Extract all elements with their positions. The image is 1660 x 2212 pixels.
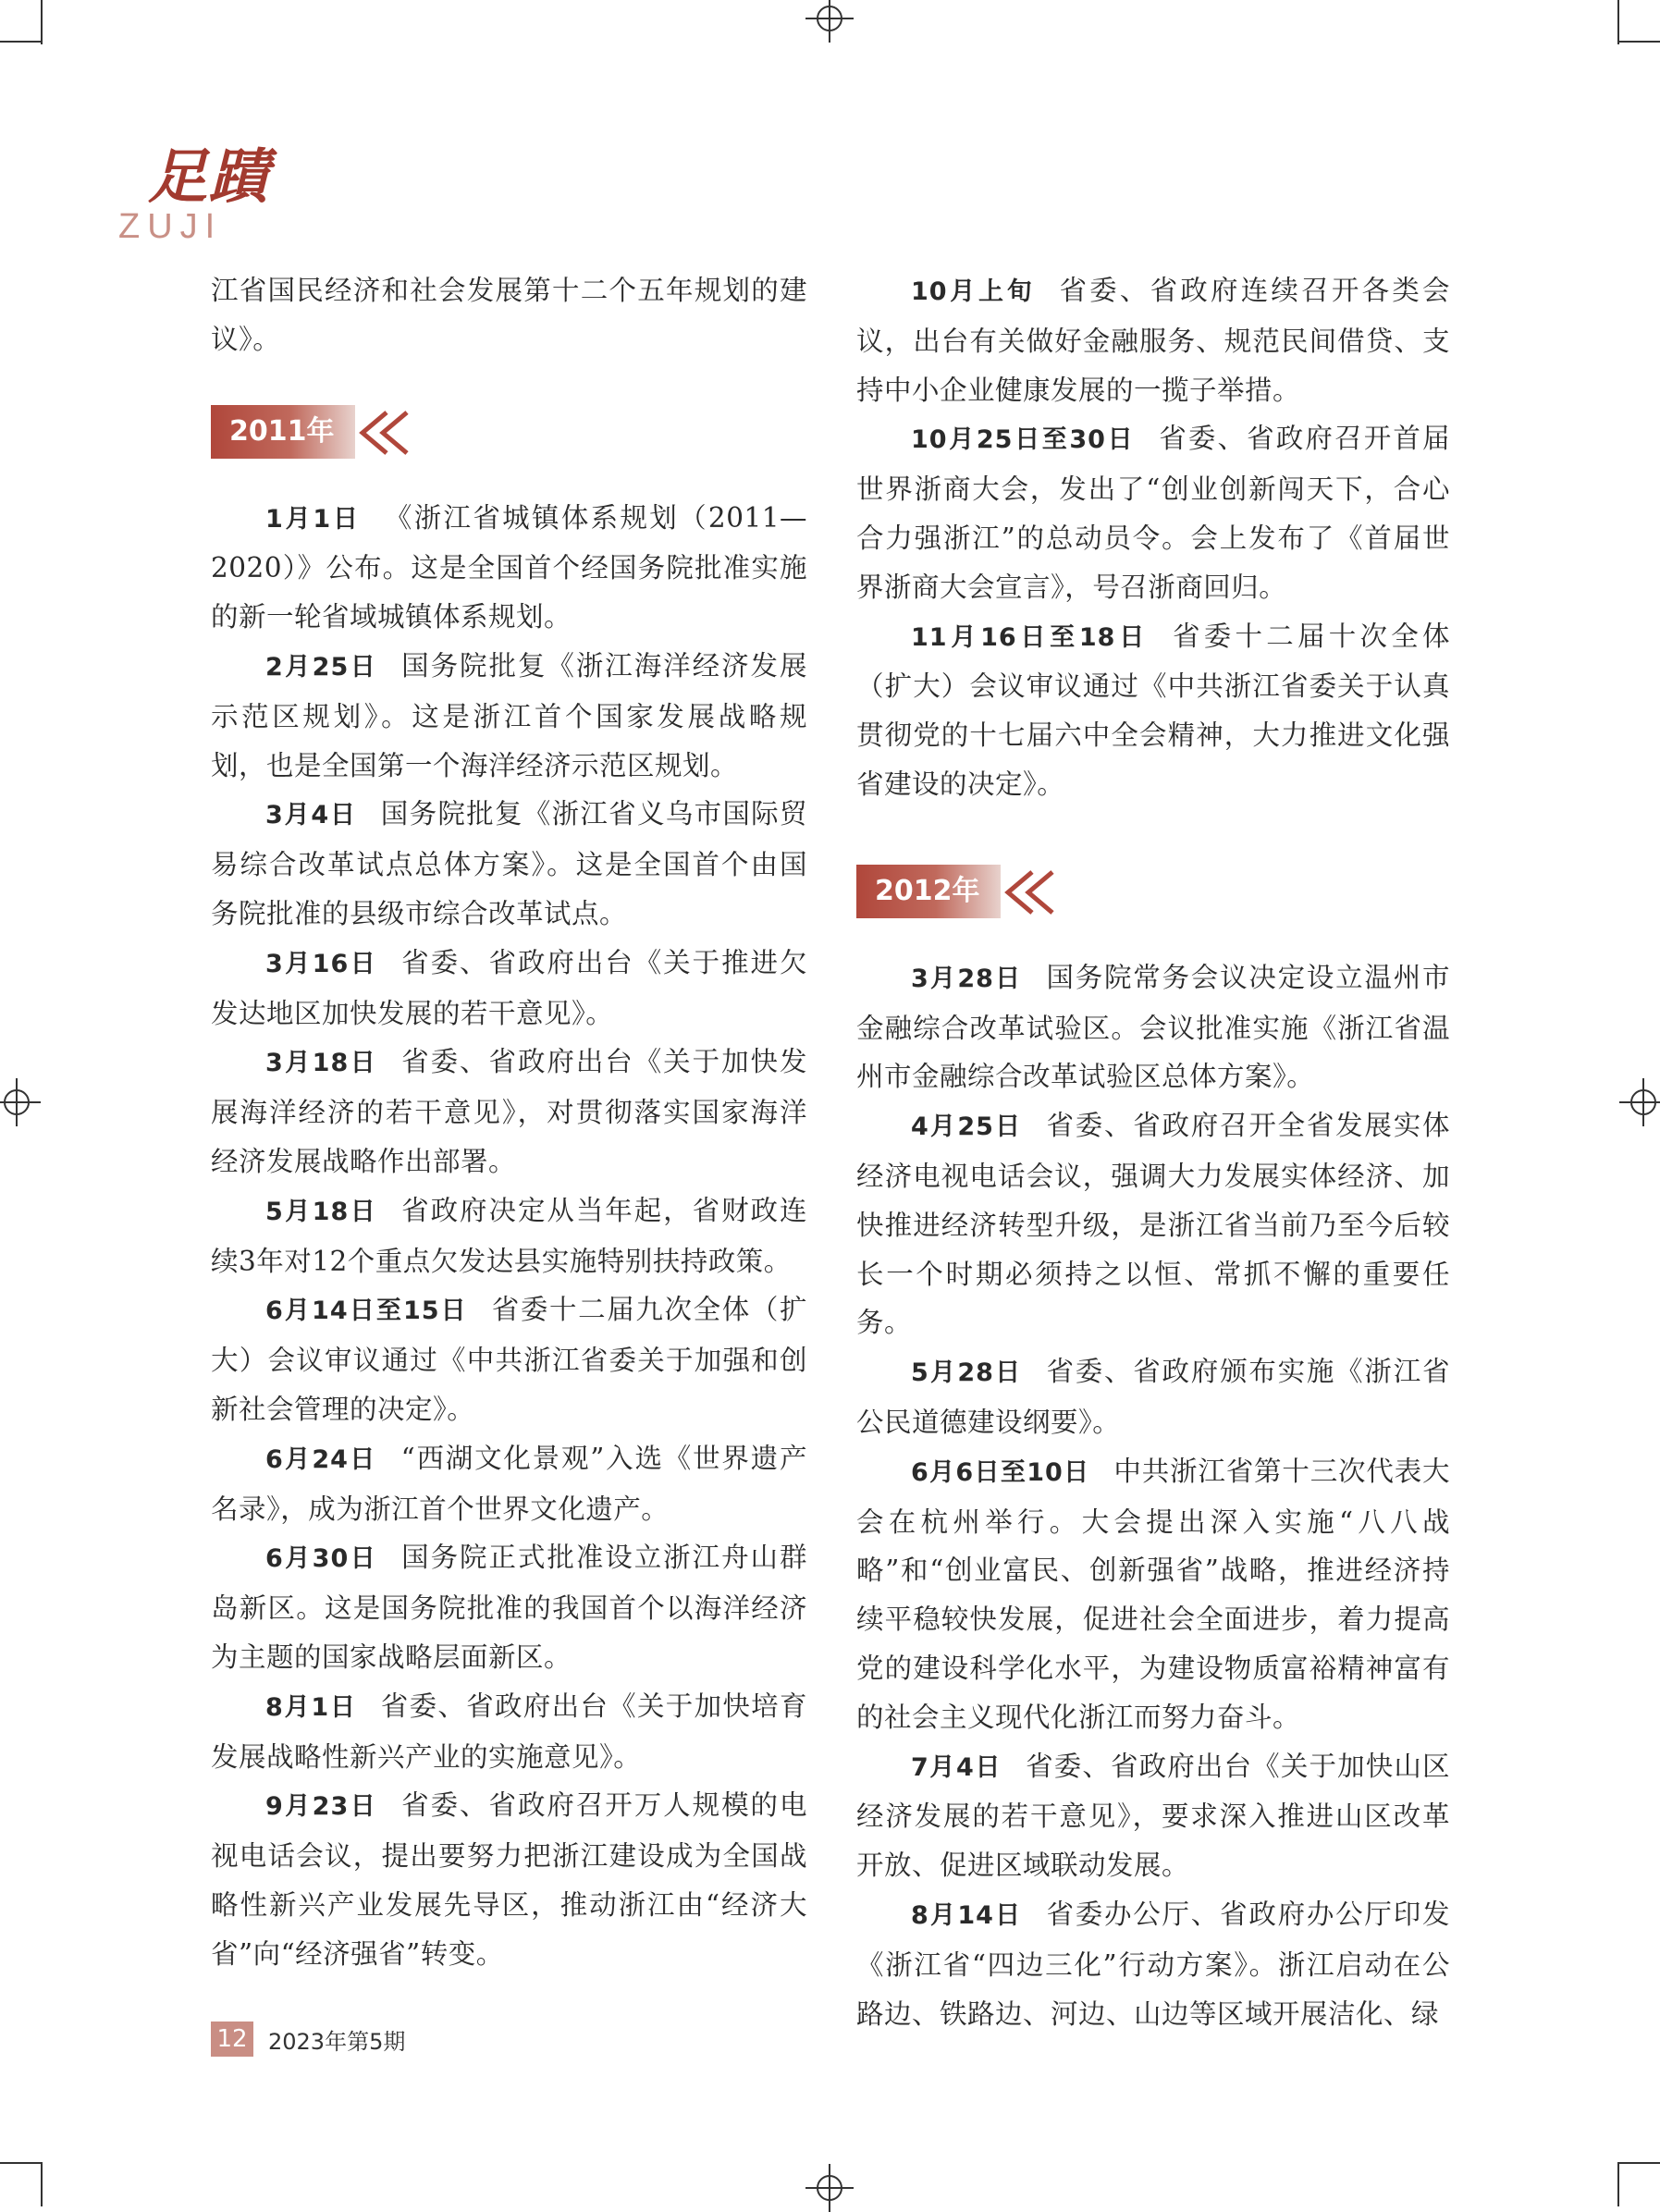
- section-logo: [113, 129, 298, 250]
- entry-text: 国务院正式批准设立浙江舟山群岛新区。这是国务院批准的我国首个以海洋经济为主题的国家战略层面新区。: [211, 1542, 807, 1673]
- entry-text: 国务院批复《浙江海洋经济发展示范区规划》。这是浙江首个国家发展战略规划，也是全国第一个海洋经济示范区规划。: [211, 649, 807, 781]
- timeline-entry: [856, 1890, 1450, 2038]
- entry-text: “西湖文化景观”入选《世界遗产名录》，成为浙江首个世界文化遗产。: [211, 1442, 807, 1525]
- timeline-entry: [211, 494, 807, 642]
- entry-date: 3月4日: [265, 801, 357, 830]
- timeline-entry: [856, 1347, 1450, 1447]
- crop-mark: [41, 0, 43, 44]
- entry-text: 省委、省政府出台《关于加快发展海洋经济的若干意见》，对贯彻落实国家海洋经济发展战略作出部署。: [211, 1046, 807, 1177]
- timeline-entry: [211, 1186, 807, 1286]
- year-badge: 2011年: [211, 405, 355, 459]
- timeline-entry: [211, 1285, 807, 1433]
- section-logo-en: ZUJI: [118, 207, 223, 246]
- entry-text: 省政府决定从当年起，省财政连续3年对12个重点欠发达县实施特别扶持政策。: [211, 1194, 807, 1277]
- timeline-entry: [211, 1781, 807, 1978]
- entry-date: 9月23日: [265, 1792, 378, 1822]
- timeline-entry: [856, 953, 1450, 1101]
- registration-mark-icon: [0, 1078, 41, 1126]
- timeline-entry: [856, 1101, 1450, 1347]
- timeline-entry: [211, 1682, 807, 1782]
- timeline-entry: [856, 612, 1450, 809]
- entry-text: 国务院常务会议决定设立温州市金融综合改革试验区。会议批准实施《浙江省温州市金融综合改革试验区总体方案》。: [856, 961, 1450, 1093]
- left-column: [211, 266, 807, 1979]
- double-chevron-icon: [995, 868, 1065, 916]
- year-heading-2011: [211, 405, 807, 461]
- crop-mark: [0, 2162, 43, 2164]
- timeline-entry: [856, 266, 1450, 414]
- right-column: [856, 266, 1450, 2038]
- entry-text: 省委十二届十次全体（扩大）会议审议通过《中共浙江省委关于认真贯彻党的十七届六中全会精神，大力推进文化强省建设的决定》。: [856, 620, 1450, 800]
- entry-date: 6月30日: [265, 1544, 378, 1574]
- entry-date: 8月1日: [265, 1692, 357, 1722]
- timeline-entry: [856, 1742, 1450, 1890]
- timeline-entry: [856, 414, 1450, 611]
- timeline-entries-2011-cont: [856, 266, 1450, 809]
- entry-date: 6月6日至10日: [911, 1457, 1090, 1487]
- year-heading-2012: [856, 865, 1450, 920]
- timeline-entry: [211, 1038, 807, 1186]
- continued-paragraph: 江省国民经济和社会发展第十二个五年规划的建议》。: [211, 275, 807, 355]
- entry-text: 省委办公厅、省政府办公厅印发《浙江省“四边三化”行动方案》。浙江启动在公路边、铁路边、河边、山边等区域开展洁化、绿: [856, 1898, 1450, 2030]
- entry-text: 省委、省政府出台《关于加快山区经济发展的若干意见》，要求深入推进山区改革开放、促进区域联动发展。: [856, 1750, 1450, 1882]
- entry-text: 省委、省政府出台《关于推进欠发达地区加快发展的若干意见》。: [211, 946, 807, 1029]
- entry-date: 1月1日: [265, 504, 361, 534]
- crop-mark: [1617, 2162, 1660, 2164]
- timeline-entry: [211, 790, 807, 938]
- entry-date: 10月25日至30日: [911, 425, 1136, 455]
- entry-date: 8月14日: [911, 1900, 1023, 1930]
- entry-date: 2月25日: [265, 652, 378, 682]
- timeline-entries-2012: [856, 953, 1450, 2039]
- registration-mark-icon: [805, 2164, 854, 2212]
- entry-date: 10月上旬: [911, 277, 1036, 306]
- timeline-entry: [211, 1533, 807, 1681]
- entry-text: 国务院批复《浙江省义乌市国际贸易综合改革试点总体方案》。这是全国首个由国务院批准的县级市综合改革试点。: [211, 798, 807, 929]
- entry-date: 5月18日: [265, 1197, 378, 1226]
- entry-text: 省委、省政府连续召开各类会议，出台有关做好金融服务、规范民间借贷、支持中小企业健康发展的一揽子举措。: [856, 275, 1450, 406]
- crop-mark: [1617, 0, 1619, 44]
- entry-text: 省委、省政府召开首届世界浙商大会，发出了“创业创新闯天下，合心合力强浙江”的总动员令。会上发布了《首届世界浙商大会宣言》，号召浙商回归。: [856, 423, 1450, 603]
- timeline-entries-2011: [211, 494, 807, 1979]
- entry-date: 3月28日: [911, 964, 1023, 993]
- crop-mark: [41, 2162, 43, 2206]
- entry-text: 省委、省政府召开全省发展实体经济电视电话会议，强调大力发展实体经济、加快推进经济转型升级，是浙江省当前乃至今后较长一个时期必须持之以恒、常抓不懈的重要任务。: [856, 1110, 1450, 1339]
- timeline-entry: [211, 642, 807, 790]
- registration-mark-icon: [805, 0, 854, 43]
- timeline-entry: [211, 939, 807, 1038]
- entry-date: 7月4日: [911, 1752, 1002, 1782]
- entry-date: 6月24日: [265, 1444, 377, 1474]
- registration-mark-icon: [1619, 1078, 1660, 1126]
- entry-text: 省委十二届九次全体（扩大）会议审议通过《中共浙江省委关于加强和创新社会管理的决定》。: [211, 1294, 807, 1425]
- crop-mark: [1617, 41, 1660, 43]
- section-logo-cn: 足蹟: [148, 142, 270, 212]
- entry-text: 《浙江省城镇体系规划（2011—2020）》公布。这是全国首个经国务院批准实施的新一轮省域城镇体系规划。: [211, 501, 808, 633]
- entry-date: 3月16日: [265, 949, 378, 978]
- entry-date: 6月14日至15日: [265, 1296, 468, 1326]
- entry-date: 4月25日: [911, 1112, 1023, 1142]
- entry-date: 5月28日: [911, 1358, 1023, 1388]
- entry-text: 省委、省政府召开万人规模的电视电话会议，提出要努力把浙江建设成为全国战略性新兴产业发展先导区，推动浙江由“经济大省”向“经济强省”转变。: [211, 1789, 807, 1970]
- entry-date: 11月16日至18日: [911, 622, 1149, 652]
- entry-text: 中共浙江省第十三次代表大会在杭州举行。大会提出深入实施“八八战略”和“创业富民、创新强省”战略，推进经济持续平稳较快发展，促进社会全面进步，着力提高党的建设科学化水平，为建设物质富裕精神富有的社会主义现代化浙江而努力奋斗。: [856, 1455, 1450, 1733]
- page-number: 12: [211, 2022, 253, 2057]
- crop-mark: [1617, 2162, 1619, 2206]
- timeline-entry: [856, 1447, 1450, 1742]
- entry-text: 省委、省政府颁布实施《浙江省公民道德建设纲要》。: [856, 1356, 1450, 1438]
- entry-text: 省委、省政府出台《关于加快培育发展战略性新兴产业的实施意见》。: [211, 1690, 807, 1773]
- timeline-entry: [211, 1434, 807, 1534]
- double-chevron-icon: [350, 409, 420, 457]
- crop-mark: [0, 41, 43, 43]
- entry-date: 3月18日: [265, 1049, 378, 1078]
- issue-label: 2023年第5期: [268, 2029, 406, 2055]
- year-badge: 2012年: [856, 865, 1001, 918]
